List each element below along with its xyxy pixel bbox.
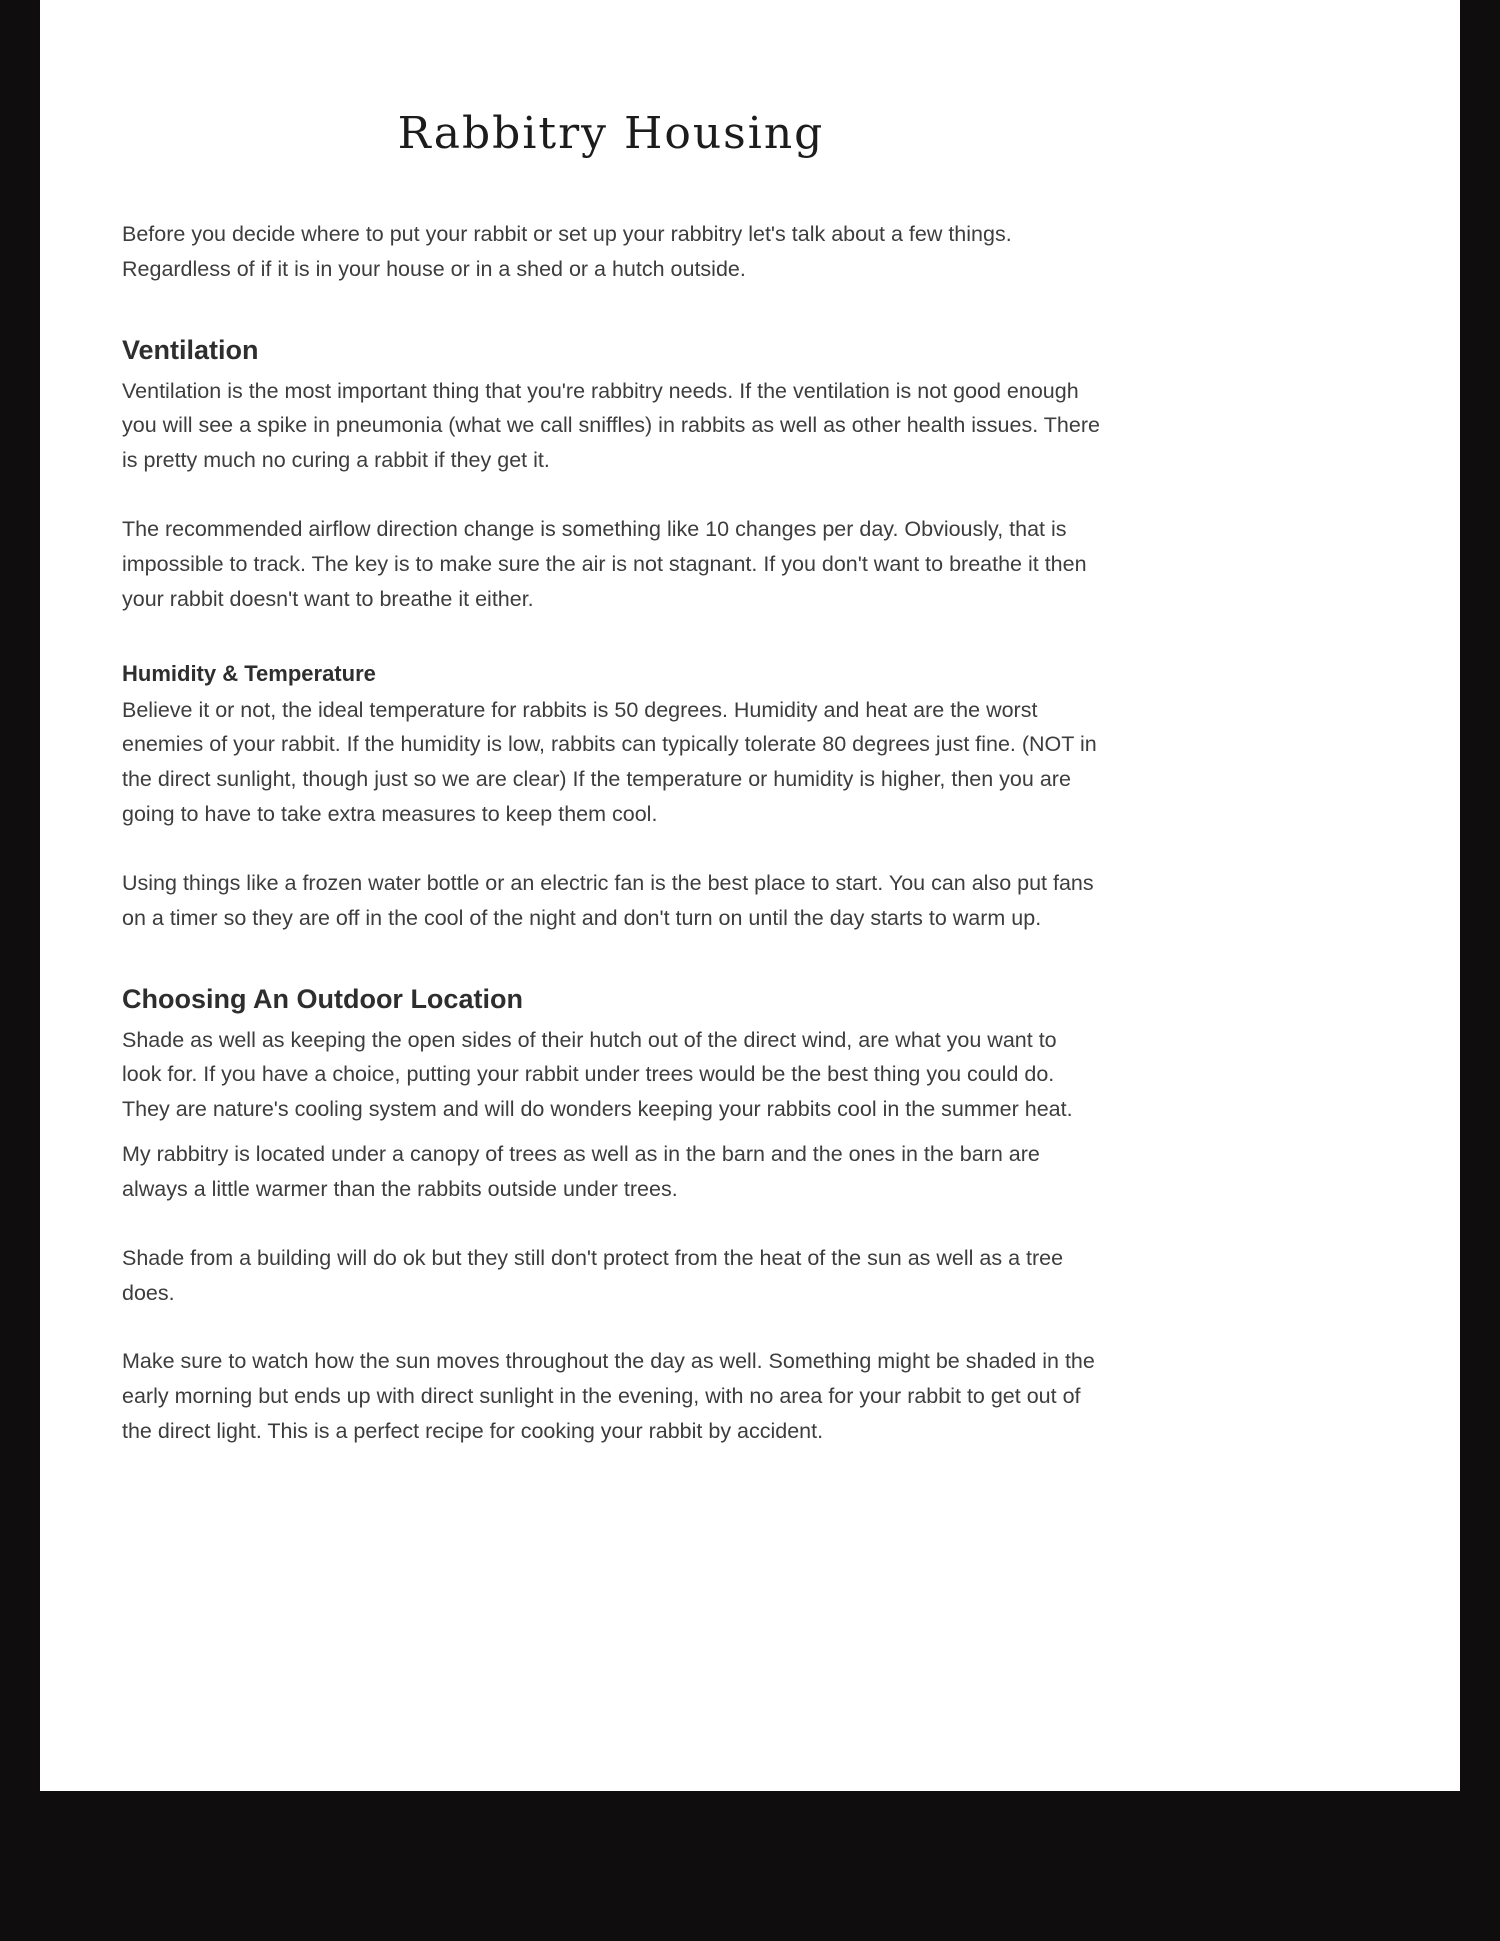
page-title: Rabbitry Housing	[397, 108, 825, 159]
paragraph-outdoor-2: My rabbitry is located under a canopy of trees as well as in the barn and the ones in the barn are always a little warmer than the rabbits outside under trees.	[122, 1142, 1040, 1201]
paragraph-outdoor-1: Shade as well as keeping the open sides of their hutch out of the direct wind, are what you want to look for. If you have a choice, putting your rabbit under trees would be the best thing you could do. They are nature's cooling system and will do wonders keeping your rabbits cool in the summer heat.	[122, 1027, 1073, 1122]
document-content	[122, 0, 1100, 1483]
section-heading-ventilation: Ventilation	[122, 334, 259, 365]
sub-heading-humidity-temperature: Humidity & Temperature	[122, 660, 376, 686]
intro-paragraph: Before you decide where to put your rabbit or set up your rabbitry let's talk about a few things. Regardless of if it is in your house or in a shed or a hutch outside.	[122, 222, 1012, 281]
paragraph-outdoor-3: Shade from a building will do ok but they still don't protect from the heat of the sun as well as a tree does.	[122, 1245, 1064, 1305]
left-border-bar	[0, 0, 40, 1941]
paragraph-ventilation-1: Ventilation is the most important thing that you're rabbitry needs. If the ventilation is not good enough you will see a spike in pneumonia (what we call sniffles) in rabbits as well as other health issues. There is pretty much no curing a rabbit if they get it.	[122, 378, 1100, 473]
right-border-bar	[1460, 0, 1500, 1941]
paragraph-humidity-2: Using things like a frozen water bottle or an electric fan is the best place to start. You can also put fans on a timer so they are off in the cool of the night and don't turn on until the day starts to warm up.	[122, 870, 1094, 930]
paragraph-ventilation-2: The recommended airflow direction change is something like 10 changes per day. Obviously, that is impossible to track. The key is to make sure the air is not stagnant. If you don't want to breathe it then your rabbit doesn't want to breathe it either.	[122, 517, 1087, 611]
paragraph-outdoor-4: Make sure to watch how the sun moves throughout the day as well. Something might be shaded in the early morning but ends up with direct sunlight in the evening, with no area for your rabbit to get out of the direct light. This is a perfect recipe for cooking your rabbit by accident.	[122, 1349, 1095, 1444]
footer-bar	[0, 1791, 1500, 1941]
spacer	[122, 1127, 1100, 1137]
paragraph-humidity-1: Believe it or not, the ideal temperature for rabbits is 50 degrees. Humidity and heat are the worst enemies of your rabbit. If the humidity is low, rabbits can typically tolerate 80 degrees just fine. (NOT in the direct sunlight, though just so we are clear) If the temperature or humidity is higher, then you are going to have to take extra measures to keep them cool.	[122, 697, 1097, 827]
section-heading-outdoor-location: Choosing An Outdoor Location	[122, 983, 523, 1014]
